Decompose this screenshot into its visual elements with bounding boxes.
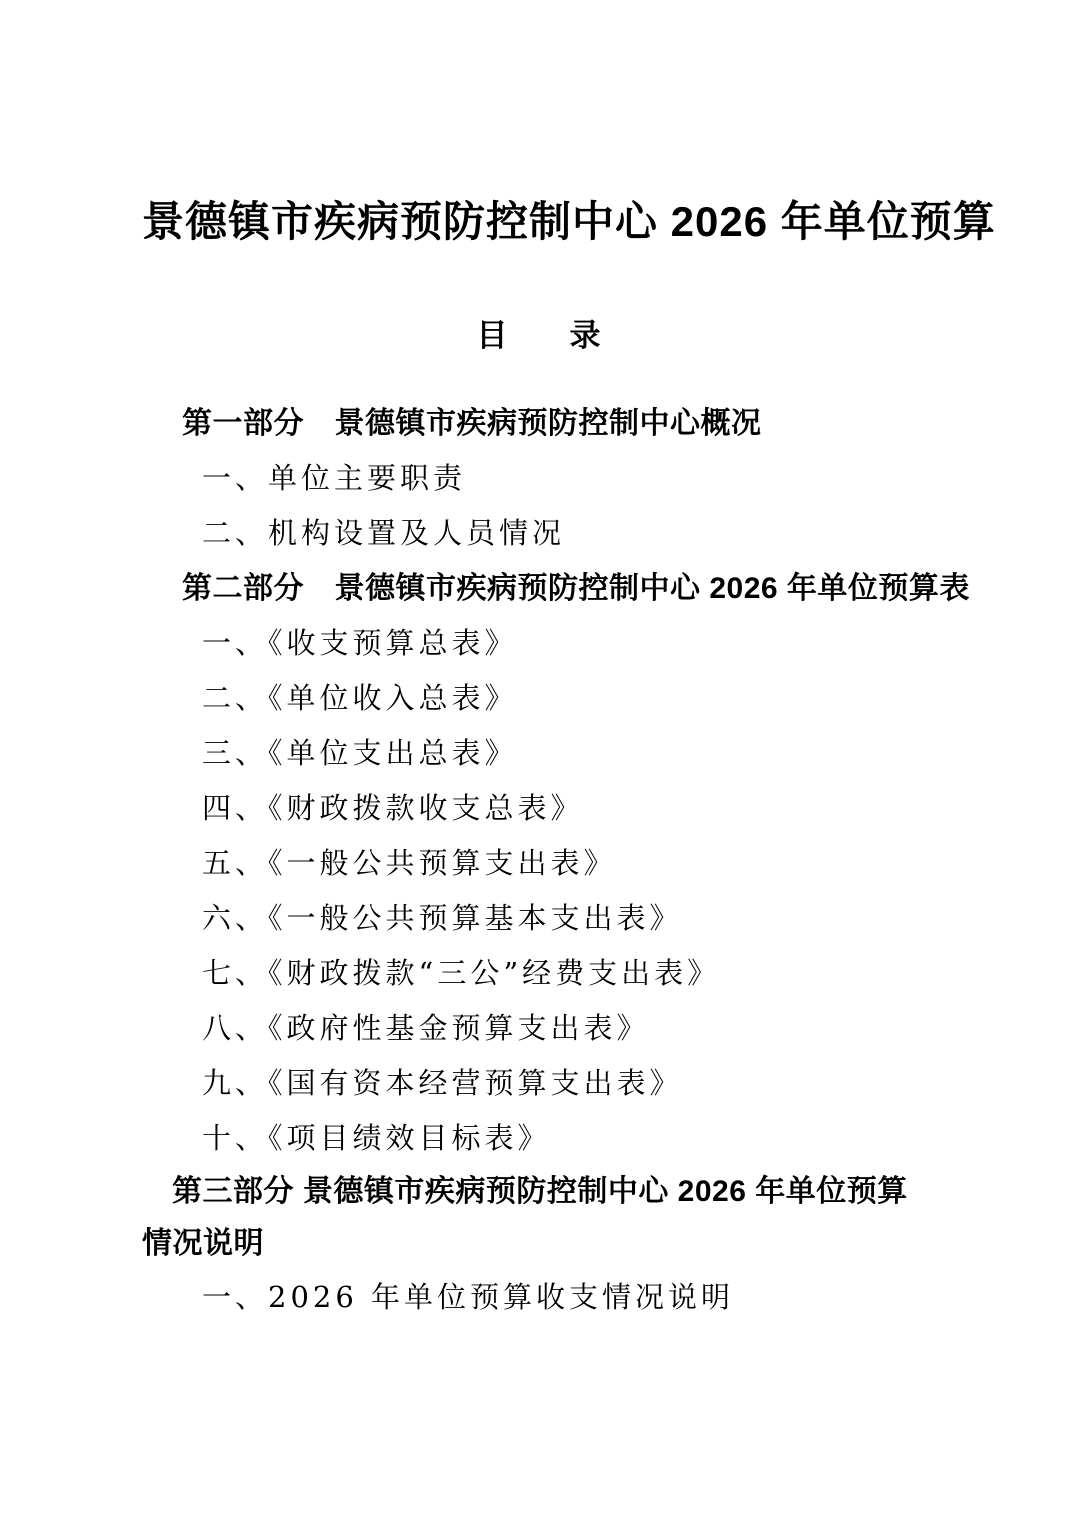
toc-item: 四、《财政拨款收支总表》 bbox=[202, 791, 584, 825]
document-title: 景德镇市疾病预防控制中心 2026 年单位预算 bbox=[142, 198, 996, 245]
toc-item: 第二部分 景德镇市疾病预防控制中心 2026 年单位预算表 bbox=[182, 572, 970, 605]
toc-item: 二、机构设置及人员情况 bbox=[202, 516, 566, 550]
toc-item: 七、《财政拨款“三公”经费支出表》 bbox=[202, 956, 721, 990]
toc-item: 第三部分 景德镇市疾病预防控制中心 2026 年单位预算情况说明 bbox=[142, 1175, 908, 1260]
toc-item: 第一部分 景德镇市疾病预防控制中心概况 bbox=[182, 407, 762, 440]
toc-item: 二、《单位收入总表》 bbox=[202, 681, 518, 715]
toc-item: 一、2026 年单位预算收支情况说明 bbox=[202, 1280, 735, 1314]
toc-item: 十、《项目绩效目标表》 bbox=[202, 1121, 551, 1155]
toc-item: 九、《国有资本经营预算支出表》 bbox=[202, 1066, 683, 1100]
toc-item: 三、《单位支出总表》 bbox=[202, 736, 518, 770]
toc-list bbox=[142, 396, 970, 1325]
toc-item: 一、《收支预算总表》 bbox=[202, 626, 518, 660]
toc-item: 五、《一般公共预算支出表》 bbox=[202, 846, 617, 880]
toc-item: 一、单位主要职责 bbox=[202, 461, 467, 495]
toc-item: 八、《政府性基金预算支出表》 bbox=[202, 1011, 650, 1045]
toc-item: 六、《一般公共预算基本支出表》 bbox=[202, 901, 683, 935]
toc-heading: 目 录 bbox=[476, 318, 601, 353]
